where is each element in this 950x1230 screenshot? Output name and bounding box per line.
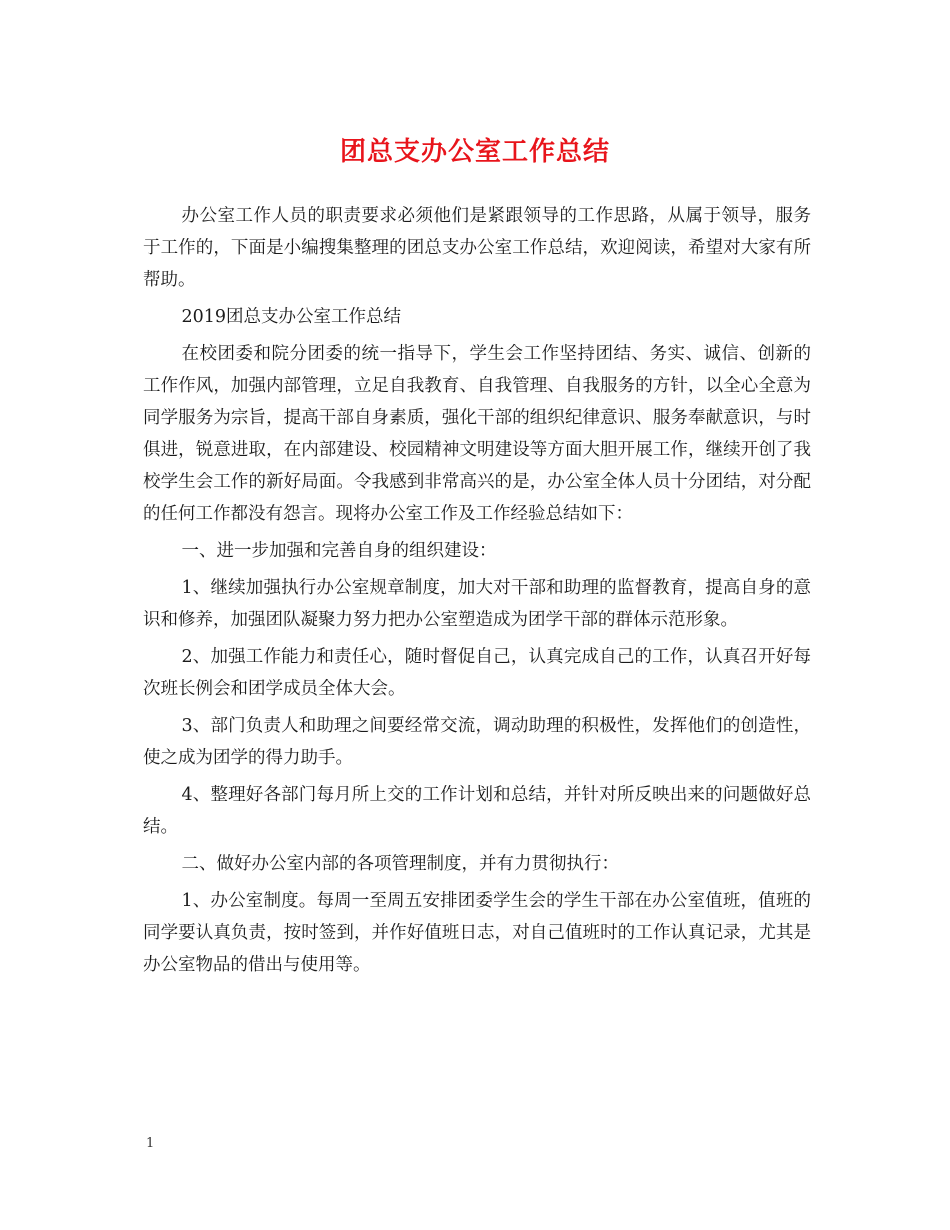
paragraph-item: 1、继续加强执行办公室规章制度，加大对干部和助理的监督教育，提高自身的意识和修养，加强团队凝聚力努力把办公室塑造成为团学干部的群体示范形象。 xyxy=(143,578,811,630)
page-number: 1 xyxy=(146,1136,155,1151)
section-heading-1: 一、进一步加强和完善自身的组织建设： xyxy=(181,541,497,561)
paragraph-subtitle: 2019团总支办公室工作总结 xyxy=(181,307,402,327)
paragraph-item: 2、加强工作能力和责任心，随时督促自己，认真完成自己的工作，认真召开好每次班长例会和团学成员全体大会。 xyxy=(143,647,811,699)
paragraph-item: 3、部门负责人和助理之间要经常交流，调动助理的积极性，发挥他们的创造性，使之成为团学的得力助手。 xyxy=(143,716,811,768)
paragraph-item: 4、整理好各部门每月所上交的工作计划和总结，并针对所反映出来的问题做好总结。 xyxy=(143,785,811,837)
paragraph-item: 1、办公室制度。每周一至周五安排团委学生会的学生干部在办公室值班，值班的同学要认真负责，按时签到，并作好值班日志，对自己值班时的工作认真记录，尤其是办公室物品的借出与使用等。 xyxy=(143,891,811,975)
paragraph-overview: 在校团委和院分团委的统一指导下，学生会工作坚持团结、务实、诚信、创新的工作作风，加强内部管理，立足自我教育、自我管理、自我服务的方针，以全心全意为同学服务为宗旨，提高干部自身素质，强化干部的组织纪律意识、服务奉献意识，与时俱进，锐意进取，在内部建设、校园精神文明建设等方面大胆开展工作，继续开创了我校学生会工作的新好局面。令我感到非常高兴的是，办公室全体人员十分团结，对分配的任何工作都没有怨言。现将办公室工作及工作经验总结如下： xyxy=(143,344,811,524)
document-body xyxy=(143,200,811,986)
section-heading-2: 二、做好办公室内部的各项管理制度，并有力贯彻执行： xyxy=(181,854,619,874)
paragraph-intro: 办公室工作人员的职责要求必须他们是紧跟领导的工作思路，从属于领导，服务于工作的，下面是小编搜集整理的团总支办公室工作总结，欢迎阅读，希望对大家有所帮助。 xyxy=(143,206,811,290)
document-title: 团总支办公室工作总结 xyxy=(339,137,610,167)
